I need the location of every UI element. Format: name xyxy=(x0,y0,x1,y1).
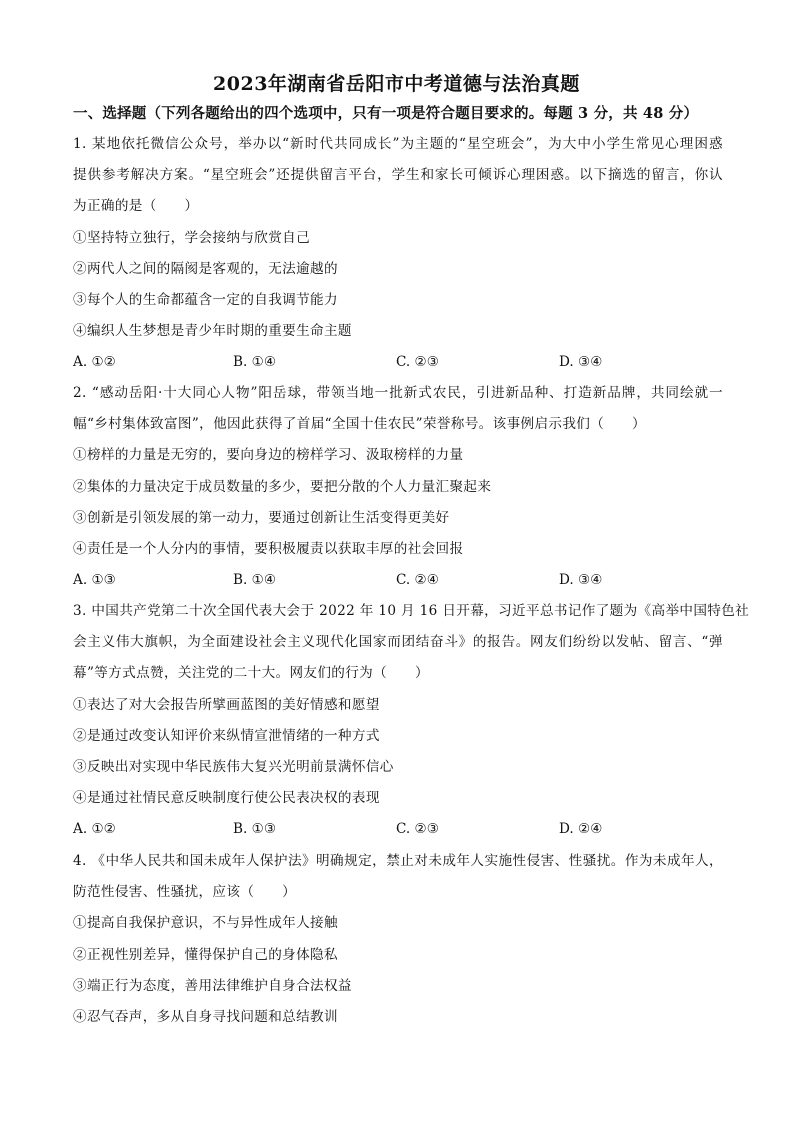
answer-options xyxy=(73,814,723,845)
question-3 xyxy=(73,596,750,846)
statement-3: ③反映出对实现中华民族伟大复兴光明前景满怀信心 xyxy=(73,758,394,775)
stem-line: 3. 中国共产党第二十次全国代表大会于 2022 年 10 月 16 日开幕，习近平总书记作了题为《高举中国特色社 xyxy=(73,603,750,619)
question-stem xyxy=(73,378,723,440)
stem-line: 会主义伟大旗帜，为全面建设社会主义现代化国家而团结奋斗》的报告。网友们纷纷以发帖、留言、“弹 xyxy=(73,634,723,651)
stem-line: 为正确的是（ ） xyxy=(73,198,199,215)
stem-line: 幅“乡村集体致富图”，他因此获得了首届“全国十佳农民”荣誉称号。该事例启示我们（ ） xyxy=(73,416,647,433)
stem-line: 4. 《中华人民共和国未成年人保护法》明确规定，禁止对未成年人实施性侵害、性骚扰。作为未成年人， xyxy=(73,853,723,869)
option-b: B. ①④ xyxy=(233,354,277,371)
option-d: D. ②④ xyxy=(559,821,603,838)
option-a: A. ①② xyxy=(73,354,116,371)
option-c: C. ②④ xyxy=(396,572,439,589)
option-c: C. ②③ xyxy=(396,821,439,838)
question-stem xyxy=(73,846,723,908)
statement-3: ③每个人的生命都蕴含一定的自我调节能力 xyxy=(73,291,338,308)
statement-3: ③端正行为态度，善用法律维护自身合法权益 xyxy=(73,977,352,994)
statement-2: ②集体的力量决定于成员数量的多少，要把分散的个人力量汇聚起来 xyxy=(73,478,492,495)
question-stem xyxy=(73,596,750,690)
question-1 xyxy=(73,129,723,379)
option-b: B. ①③ xyxy=(233,821,277,838)
option-d: D. ③④ xyxy=(559,572,603,589)
question-stem xyxy=(73,129,723,223)
statement-4: ④责任是一个人分内的事情，要积极履责以获取丰厚的社会回报 xyxy=(73,540,464,557)
option-a: A. ①③ xyxy=(73,572,116,589)
option-b: B. ①④ xyxy=(233,572,277,589)
statement-2: ②是通过改变认知评价来纵情宣泄情绪的一种方式 xyxy=(73,727,380,744)
question-4 xyxy=(73,846,723,1033)
statement-4: ④编织人生梦想是青少年时期的重要生命主题 xyxy=(73,323,352,340)
answer-options xyxy=(73,347,723,378)
document-title: 2023年湖南省岳阳市中考道德与法治真题 xyxy=(213,73,580,95)
statement-4: ④是通过社情民意反映制度行使公民表决权的表现 xyxy=(73,790,380,807)
statement-1: ①榜样的力量是无穷的，要向身边的榜样学习、汲取榜样的力量 xyxy=(73,447,464,464)
answer-options xyxy=(73,565,723,596)
statement-1: ①坚持特立独行，学会接纳与欣赏自己 xyxy=(73,229,311,246)
statement-1: ①提高自我保护意识，不与异性成年人接触 xyxy=(73,915,338,932)
question-2 xyxy=(73,378,723,596)
stem-line: 幕”等方式点赞，关注党的二十大。网友们的行为（ ） xyxy=(73,665,429,682)
statement-2: ②两代人之间的隔阂是客观的，无法逾越的 xyxy=(73,260,338,277)
section-heading: 一、选择题（下列各题给出的四个选项中，只有一项是符合题目要求的。每题 3 分，共 48 分） xyxy=(73,105,699,122)
statement-3: ③创新是引领发展的第一动力，要通过创新让生活变得更美好 xyxy=(73,509,450,526)
stem-line: 防范性侵害、性骚扰，应该（ ） xyxy=(73,884,297,901)
statement-1: ①表达了对大会报告所擘画蓝图的美好情感和愿望 xyxy=(73,696,380,713)
statement-2: ②正视性别差异，懂得保护自己的身体隐私 xyxy=(73,946,338,963)
option-c: C. ②③ xyxy=(396,354,439,371)
option-d: D. ③④ xyxy=(559,354,603,371)
stem-line: 提供参考解决方案。“星空班会”还提供留言平台，学生和家长可倾诉心理困惑。以下摘选的留言，你认 xyxy=(73,167,723,184)
option-a: A. ①② xyxy=(73,821,116,838)
statement-4: ④忍气吞声，多从自身寻找问题和总结教训 xyxy=(73,1008,338,1025)
stem-line: 2. “感动岳阳·十大同心人物”阳岳球，带领当地一批新式农民，引进新品种、打造新品牌，共同绘就一 xyxy=(73,385,723,401)
stem-line: 1. 某地依托微信公众号，举办以“新时代共同成长”为主题的“星空班会”，为大中小学生常见心理困惑 xyxy=(73,136,723,152)
